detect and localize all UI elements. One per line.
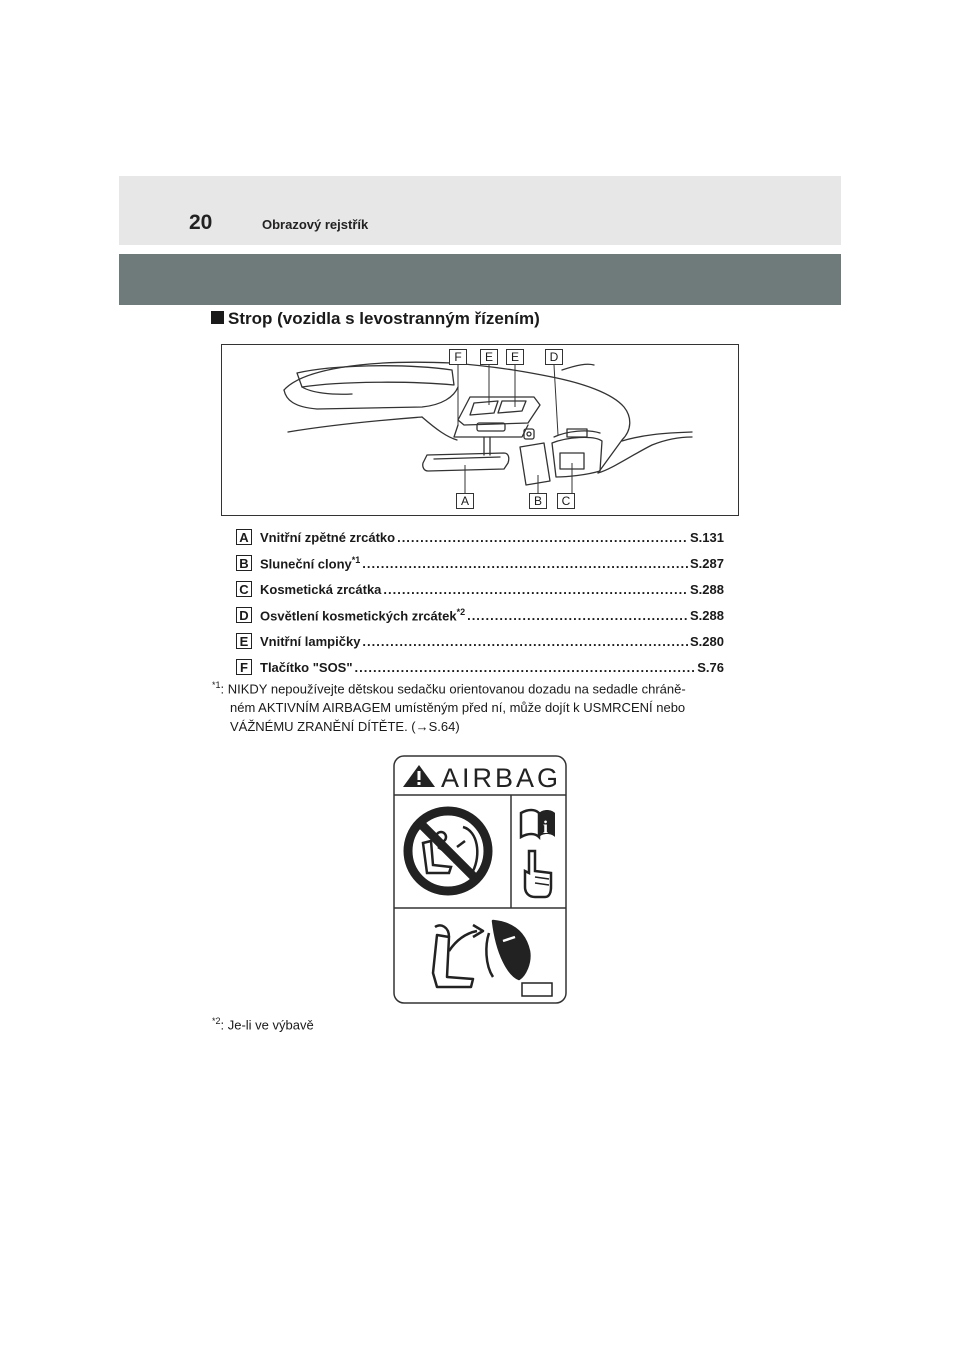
airbag-warning-graphic xyxy=(393,755,567,1004)
item-page-link[interactable]: S.288 xyxy=(690,581,724,597)
section-band xyxy=(119,254,841,305)
footnote-2 xyxy=(212,1012,314,1034)
item-list xyxy=(236,524,724,680)
airbag-warning-label xyxy=(393,755,567,1004)
bullet-square-icon xyxy=(211,311,224,324)
list-item xyxy=(236,628,724,654)
item-page-link[interactable]: S.280 xyxy=(690,633,724,649)
list-item xyxy=(236,602,724,628)
item-badge: C xyxy=(236,581,252,597)
item-page-link[interactable]: S.288 xyxy=(690,608,724,624)
item-page-link[interactable]: S.131 xyxy=(690,529,724,545)
header-band xyxy=(119,176,841,245)
callout-d: D xyxy=(545,349,563,365)
item-page-link[interactable]: S.287 xyxy=(690,556,724,572)
item-badge: E xyxy=(236,633,252,649)
callout-c: C xyxy=(557,493,575,509)
item-sup: *2 xyxy=(456,606,466,617)
page-number: 20 xyxy=(189,211,213,234)
footnote-1 xyxy=(212,676,752,736)
footnote-2-marker: *2 xyxy=(212,1016,221,1026)
item-badge: A xyxy=(236,529,252,545)
callout-e-2: E xyxy=(506,349,524,365)
info-letter: i xyxy=(543,817,549,837)
callout-a: A xyxy=(456,493,474,509)
item-badge: F xyxy=(236,659,252,675)
airbag-title: AIRBAG xyxy=(441,763,562,793)
item-label: Osvětlení kosmetických zrcátek xyxy=(260,608,457,624)
list-item xyxy=(236,524,724,550)
item-badge: D xyxy=(236,607,252,623)
footnote-1-line-2: ném AKTIVNÍM AIRBAGEM umístěným před ní, může dojít k USMRCENÍ nebo xyxy=(230,700,686,716)
ceiling-illustration xyxy=(222,345,740,517)
callout-b: B xyxy=(529,493,547,509)
item-label: Vnitřní zpětné zrcátko xyxy=(260,529,396,545)
item-sup: *1 xyxy=(351,554,361,565)
list-item xyxy=(236,576,724,602)
item-page-link[interactable]: S.76 xyxy=(697,659,724,675)
section-title xyxy=(211,309,540,329)
item-label: Tlačítko "SOS" xyxy=(260,659,353,675)
list-item xyxy=(236,550,724,576)
callout-f: F xyxy=(449,349,467,365)
callout-e-1: E xyxy=(480,349,498,365)
item-label: Kosmetická zrcátka xyxy=(260,581,382,597)
footnote-1-line-1: : NIKDY nepoužívejte dětskou sedačku orientovanou dozadu na sedadle chráně- xyxy=(220,681,686,697)
footnote-1-marker: *1 xyxy=(212,680,221,690)
header-title: Obrazový rejstřík xyxy=(262,217,369,232)
footnote-2-text: : Je-li ve výbavě xyxy=(220,1017,314,1033)
item-label: Sluneční clony xyxy=(260,556,352,572)
ceiling-figure xyxy=(221,344,739,516)
item-badge: B xyxy=(236,555,252,571)
footnote-1-line-3[interactable]: VÁŽNÉMU ZRANĚNÍ DÍTĚTE. (→S.64) xyxy=(230,719,460,735)
section-title-text: Strop (vozidla s levostranným řízením) xyxy=(228,309,540,328)
item-label: Vnitřní lampičky xyxy=(260,633,361,649)
